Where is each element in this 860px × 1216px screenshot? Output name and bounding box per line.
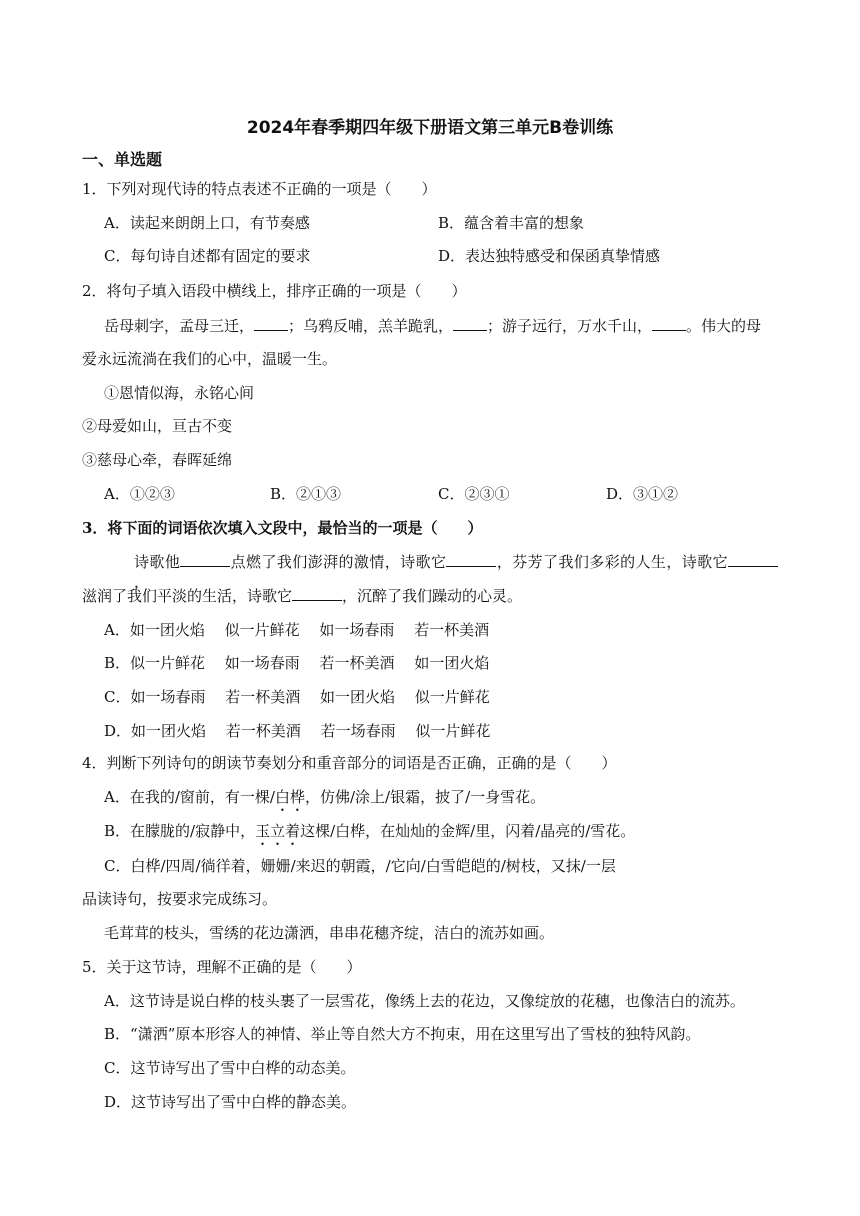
q5-option-c: C．这节诗写出了雪中白桦的动态美。 <box>104 1059 356 1077</box>
q2-option-d: D．③①② <box>606 485 679 503</box>
q5-stem: 5．关于这节诗，理解不正确的是（ ） <box>82 958 362 976</box>
q4-b-text-1: B．在朦胧的/寂静中， <box>104 822 256 840</box>
q2-stem: 2．将句子填入语段中横线上，排序正确的一项是（ ） <box>82 282 467 300</box>
q2-text-2: ；乌鸦反哺，羔羊跪乳， <box>288 317 454 335</box>
q4-b-emphasis: 玉立着 <box>255 822 301 840</box>
q1-option-b: B．蕴含着丰富的想象 <box>438 214 585 232</box>
q2-sentence-3: ③慈母心牵，春晖延绵 <box>82 451 233 469</box>
q1-option-d: D．表达独特感受和保函真挚情感 <box>438 247 661 265</box>
q3-blank-2 <box>446 552 496 567</box>
q3-text-3: ，芬芳了我们多彩的人生，诗歌它 <box>496 553 728 571</box>
q2-text-3: ；游子远行，万水千山， <box>487 317 653 335</box>
q3-text-5: 滋润了我们平淡的生活，诗歌它 <box>82 587 293 605</box>
q3-option-a: A．如一团火焰 似一片鲜花 如一场春雨 若一杯美酒 <box>104 621 490 639</box>
q3-option-b: B．似一片鲜花 如一场春雨 若一杯美酒 如一团火焰 <box>104 654 490 672</box>
q3-blank-4 <box>292 586 342 601</box>
q5-option-b: B．“潇洒”原本形容人的神情、举止等自然大方不拘束，用在这里写出了雪枝的独特风韵。 <box>104 1025 701 1043</box>
q4-stem: 4．判断下列诗句的朗读节奏划分和重音部分的词语是否正确，正确的是（ ） <box>82 754 617 772</box>
q4-a-text-2: ，仿佛/涂上/银霜，披了/一身雪花。 <box>304 788 546 806</box>
q1-option-a: A．读起来朗朗上口，有节奏感 <box>104 214 310 232</box>
q2-blank-1 <box>254 316 288 331</box>
q3-text-1: 诗歌他 <box>134 553 181 571</box>
q2-option-c: C．②③① <box>438 485 510 503</box>
q3-option-c: C．如一场春雨 若一杯美酒 如一团火焰 似一片鲜花 <box>104 688 490 706</box>
reading-poem: 毛茸茸的枝头，雪绣的花边潇洒，串串花穗齐绽，洁白的流苏如画。 <box>104 924 555 942</box>
q4-option-a <box>104 787 545 815</box>
q3-blank-3 <box>728 552 778 567</box>
q4-b-text-2: 这棵/白桦，在灿灿的金辉/里，闪着/晶亮的/雪花。 <box>300 822 636 840</box>
q3-text-4: ， <box>134 573 150 591</box>
q2-passage-line-2: 爱永远流淌在我们的心中，温暖一生。 <box>82 350 338 368</box>
page-title: 2024年春季期四年级下册语文第三单元B卷训练 <box>246 118 614 138</box>
q4-a-text-1: A．在我的/窗前，有一棵/ <box>104 788 275 806</box>
reading-intro: 品读诗句，按要求完成练习。 <box>82 890 278 908</box>
q2-text-1: 岳母刺字，孟母三迁， <box>104 317 255 335</box>
q2-blank-3 <box>652 316 686 331</box>
q2-blank-2 <box>453 316 487 331</box>
q3-stem: 3．将下面的词语依次填入文段中，最恰当的一项是（ ） <box>82 519 483 537</box>
q1-stem: 1．下列对现代诗的特点表述不正确的一项是（ ） <box>82 180 437 198</box>
q3-passage-line-2 <box>82 586 522 606</box>
q4-option-c: C．白桦/四周/徜徉着，姗姗/来迟的朝霞，/它向/白雪皑皑的/树枝，又抹/一层 <box>104 857 616 875</box>
q3-text-6: ，沉醉了我们躁动的心灵。 <box>342 587 523 605</box>
q3-blank-1 <box>180 552 230 567</box>
q5-option-a: A．这节诗是说白桦的枝头裹了一层雪花，像绣上去的花边，又像绽放的花穗，也像洁白的流苏。 <box>104 992 745 1010</box>
q2-sentence-1: ①恩情似海，永铭心间 <box>104 384 255 402</box>
section-heading: 一、单选题 <box>82 150 163 169</box>
q2-option-a: A．①②③ <box>104 485 175 503</box>
q3-option-d: D．如一团火焰 若一杯美酒 若一场春雨 似一片鲜花 <box>104 722 491 740</box>
q4-a-emphasis: 白桦 <box>274 788 305 806</box>
q2-text-4: 。伟大的母 <box>686 317 762 335</box>
q2-option-b: B．②①③ <box>270 485 342 503</box>
q3-text-2: 点燃了我们澎湃的激情，诗歌它 <box>230 553 447 571</box>
q4-option-b <box>104 821 635 849</box>
q2-passage-line-1 <box>104 316 761 336</box>
q5-option-d: D．这节诗写出了雪中白桦的静态美。 <box>104 1093 357 1111</box>
q1-option-c: C．每句诗自述都有固定的要求 <box>104 247 311 265</box>
q2-sentence-2: ②母爱如山，亘古不变 <box>82 417 233 435</box>
